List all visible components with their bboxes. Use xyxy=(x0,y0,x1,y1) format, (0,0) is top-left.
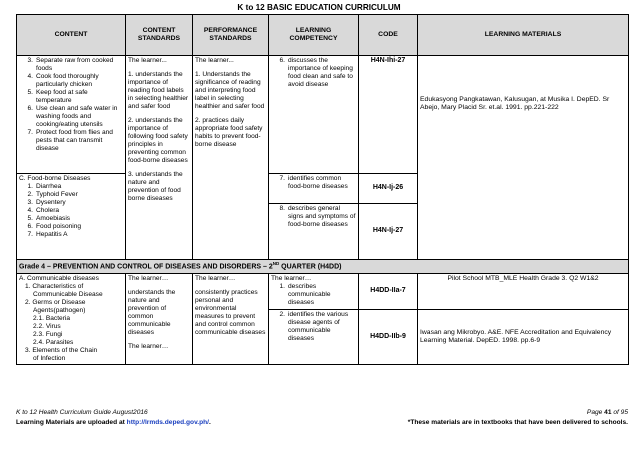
footer-upload-note: Learning Materials are uploaded at http://lrmds.deped.gov.ph/. xyxy=(16,419,211,426)
code-cell: H4DD-IIb-9 xyxy=(359,309,418,364)
competency-cell-7: 7. identifies common food-borne diseases xyxy=(269,174,359,204)
header-learning-materials: LEARNING MATERIALS xyxy=(418,15,629,56)
footer-guide: K to 12 Health Curriculum Guide August2016 xyxy=(16,409,148,416)
list-item: 3. Separate raw from cooked foods xyxy=(27,57,114,73)
content-cell-communicable: A. Communicable diseases 1. Characteristics of Communicable Disease 2. Germs or Disease Agents(pathogen) 2.1. Bacteria 2.2. Virus 2.3. Fungi 2.4. Parasites 3. Elements of the Chain of Infection xyxy=(17,273,126,364)
list-item: 6. Use clean and safe water in washing foods and cooking/eating utensils xyxy=(27,105,118,129)
footer-page-number: Page 41 of 95 xyxy=(586,409,628,416)
header-content: CONTENT xyxy=(17,15,126,56)
curriculum-table xyxy=(16,14,629,365)
code-cell: H4DD-IIa-7 xyxy=(359,273,418,309)
lrmds-link[interactable]: http://lrmds.deped.gov.ph/ xyxy=(126,419,209,426)
grade-heading-row xyxy=(17,260,629,274)
header-row xyxy=(17,15,629,56)
list-item: 7. Hepatitis A xyxy=(27,231,68,239)
content-cell-foodborne-diseases: C. Food-borne Diseases 1. Diarrhea 2. Typhoid Fever 3. Dysentery 4. Cholera 5. Amoebiasis 6. Food poisoning 7. Hepatitis A xyxy=(17,174,126,260)
competency-cell-identifies: 2. identifies the various disease agents of communicable diseases xyxy=(269,309,359,364)
header-performance-standards: PERFORMANCE STANDARDS xyxy=(193,15,269,56)
list-item: 6. Food poisoning xyxy=(27,223,82,231)
code-cell: H4N-Ihi-27 xyxy=(359,56,418,174)
content-standards-cell-1: The learner... 1. understands the importance of reading food labels in selecting healthier and safer food 2. understands the importance of following food safety principles in preventing common food-borne diseases 3. understands the nature and prevention of food borne diseases xyxy=(126,56,193,260)
materials-cell-3: Iwasan ang Mikrobyo. A&E. NFE Accreditation and Equivalency Learning Material. DepED. 1998. pp.6-9 xyxy=(418,309,629,364)
competency-cell-6: 6. discusses the importance of keeping food clean and safe to avoid disease xyxy=(269,56,359,174)
code-cell: H4N-Ij-26 xyxy=(359,174,418,204)
list-item: 5. Amoebiasis xyxy=(27,215,71,223)
materials-cell-1: Edukasyong Pangkatawan, Kalusugan, at Musika I. DepED. Sr Abejo, Mary Placid Sr. et.al. 1991. pp.221-222 xyxy=(418,56,629,260)
content-cell-food-safety xyxy=(17,56,126,174)
list-item: 2. Typhoid Fever xyxy=(27,191,78,199)
header-code: CODE xyxy=(359,15,418,56)
list-item: 3. Dysentery xyxy=(27,199,66,207)
performance-standards-cell-1: The learner... 1. Understands the significance of reading and interpreting food label in selecting healthier and safer food 2. practices daily appropriate food safety habits to prevent food-borne disease xyxy=(193,56,269,260)
header-content-standards: CONTENT STANDARDS xyxy=(126,15,193,56)
list-item: 5. Keep food at safe temperature xyxy=(27,89,88,105)
competency-cell-describes: The learner… 1. describes communicable diseases xyxy=(269,273,359,309)
footer-textbook-note: *These materials are in textbooks that have been delivered to schools. xyxy=(407,419,628,426)
list-item: 1. Diarrhea xyxy=(27,183,62,191)
performance-standards-cell-2: The learner… consistently practices personal and environmental measures to prevent and control common communicable diseases xyxy=(193,273,269,364)
header-learning-competency: LEARNING COMPETENCY xyxy=(269,15,359,56)
materials-cell-2: Pilot School MTB_MLE Health Grade 3. Q2 W1&2 xyxy=(418,273,629,309)
competency-cell-8: 8. describes general signs and symptoms of food-borne diseases xyxy=(269,204,359,260)
content-standards-cell-2: The learner… understands the nature and prevention of common communicable diseases The learner… xyxy=(126,273,193,364)
list-item: 4. Cholera xyxy=(27,207,60,215)
list-item: 4. Cook food thoroughly particularly chicken xyxy=(27,73,99,89)
quarter-heading: Grade 4 – PREVENTION AND CONTROL OF DISEASES AND DISORDERS – 2ND QUARTER (H4DD) xyxy=(17,260,629,274)
list-item: 7. Protect food from flies and pests that can transmit disease xyxy=(27,129,113,153)
page-title: K to 12 BASIC EDUCATION CURRICULUM xyxy=(237,3,401,12)
code-cell: H4N-Ij-27 xyxy=(359,204,418,260)
